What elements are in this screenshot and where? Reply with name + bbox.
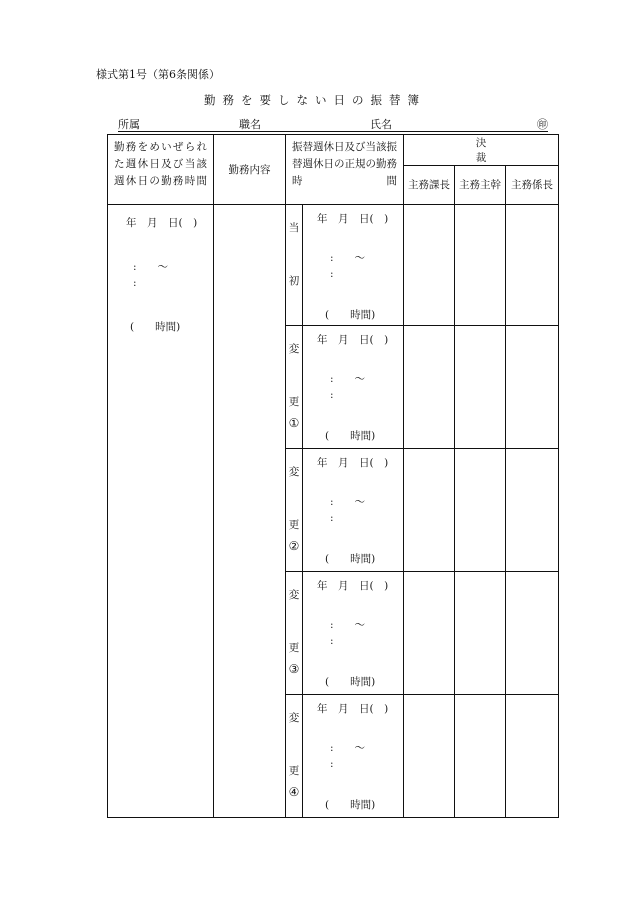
approval-cell[interactable] [404,695,455,818]
assigned-holiday-cell[interactable] [108,205,214,818]
hours-field: ( 時間) [130,321,181,333]
schedule-cell[interactable]: 年 月 日( ) : 〜 : ( 時間) [303,449,404,572]
seal-mark: ㊞ [537,118,548,131]
schedule-cell[interactable]: 年 月 日( ) : 〜 : ( 時間) [303,205,404,326]
col-assigned-holiday: 勤務をめいぜられた週休日及び当該週休日の勤務時間 [108,135,214,205]
time-end-field: : [133,277,137,289]
approval-cell[interactable] [404,572,455,695]
col-work-content: 勤務内容 [214,135,286,205]
row-label-change-1: 変 更 ① [286,326,303,449]
approval-cell[interactable] [506,572,559,695]
col-substitute-holiday: 振替週休日及び当該振替週休日の正規の勤務時間 [286,135,404,205]
approval-cell[interactable] [455,205,506,326]
schedule-cell[interactable]: 年 月 日( ) : 〜 : ( 時間) [303,572,404,695]
approval-cell[interactable] [455,326,506,449]
approval-cell[interactable] [404,449,455,572]
approval-cell[interactable] [506,695,559,818]
approval-cell[interactable] [455,695,506,818]
time-range-field: : 〜 [133,261,169,273]
approval-cell[interactable] [506,205,559,326]
row-label-initial: 当 初 [286,205,303,326]
document-title: 勤務を要しない日の振替簿 [204,93,426,107]
approver-section-chief: 主務課長 [404,166,455,205]
header-line [118,116,548,132]
approval-cell[interactable] [455,572,506,695]
row-label-change-2: 変 更 ② [286,449,303,572]
approval-cell[interactable] [404,326,455,449]
form-number-label: 様式第1号（第6条関係） [96,68,220,81]
work-content-cell[interactable] [214,205,286,818]
schedule-cell[interactable]: 年 月 日( ) : 〜 : ( 時間) [303,326,404,449]
col-approval: 決裁 [404,135,559,166]
row-label-change-3: 変 更 ③ [286,572,303,695]
approver-chief-supervisor: 主務主幹 [455,166,506,205]
transfer-register-table [107,134,559,818]
row-label-change-4: 変 更 ④ [286,695,303,818]
approval-cell[interactable] [404,205,455,326]
approval-cell[interactable] [506,449,559,572]
approval-cell[interactable] [455,449,506,572]
name-label: 氏名 [370,118,392,131]
approver-subsection-chief: 主務係長 [506,166,559,205]
schedule-cell[interactable]: 年 月 日( ) : 〜 : ( 時間) [303,695,404,818]
affiliation-label: 所属 [118,118,140,131]
approval-cell[interactable] [506,326,559,449]
date-field: 年 月 日( ) [126,217,198,229]
job-title-label: 職名 [239,118,261,131]
